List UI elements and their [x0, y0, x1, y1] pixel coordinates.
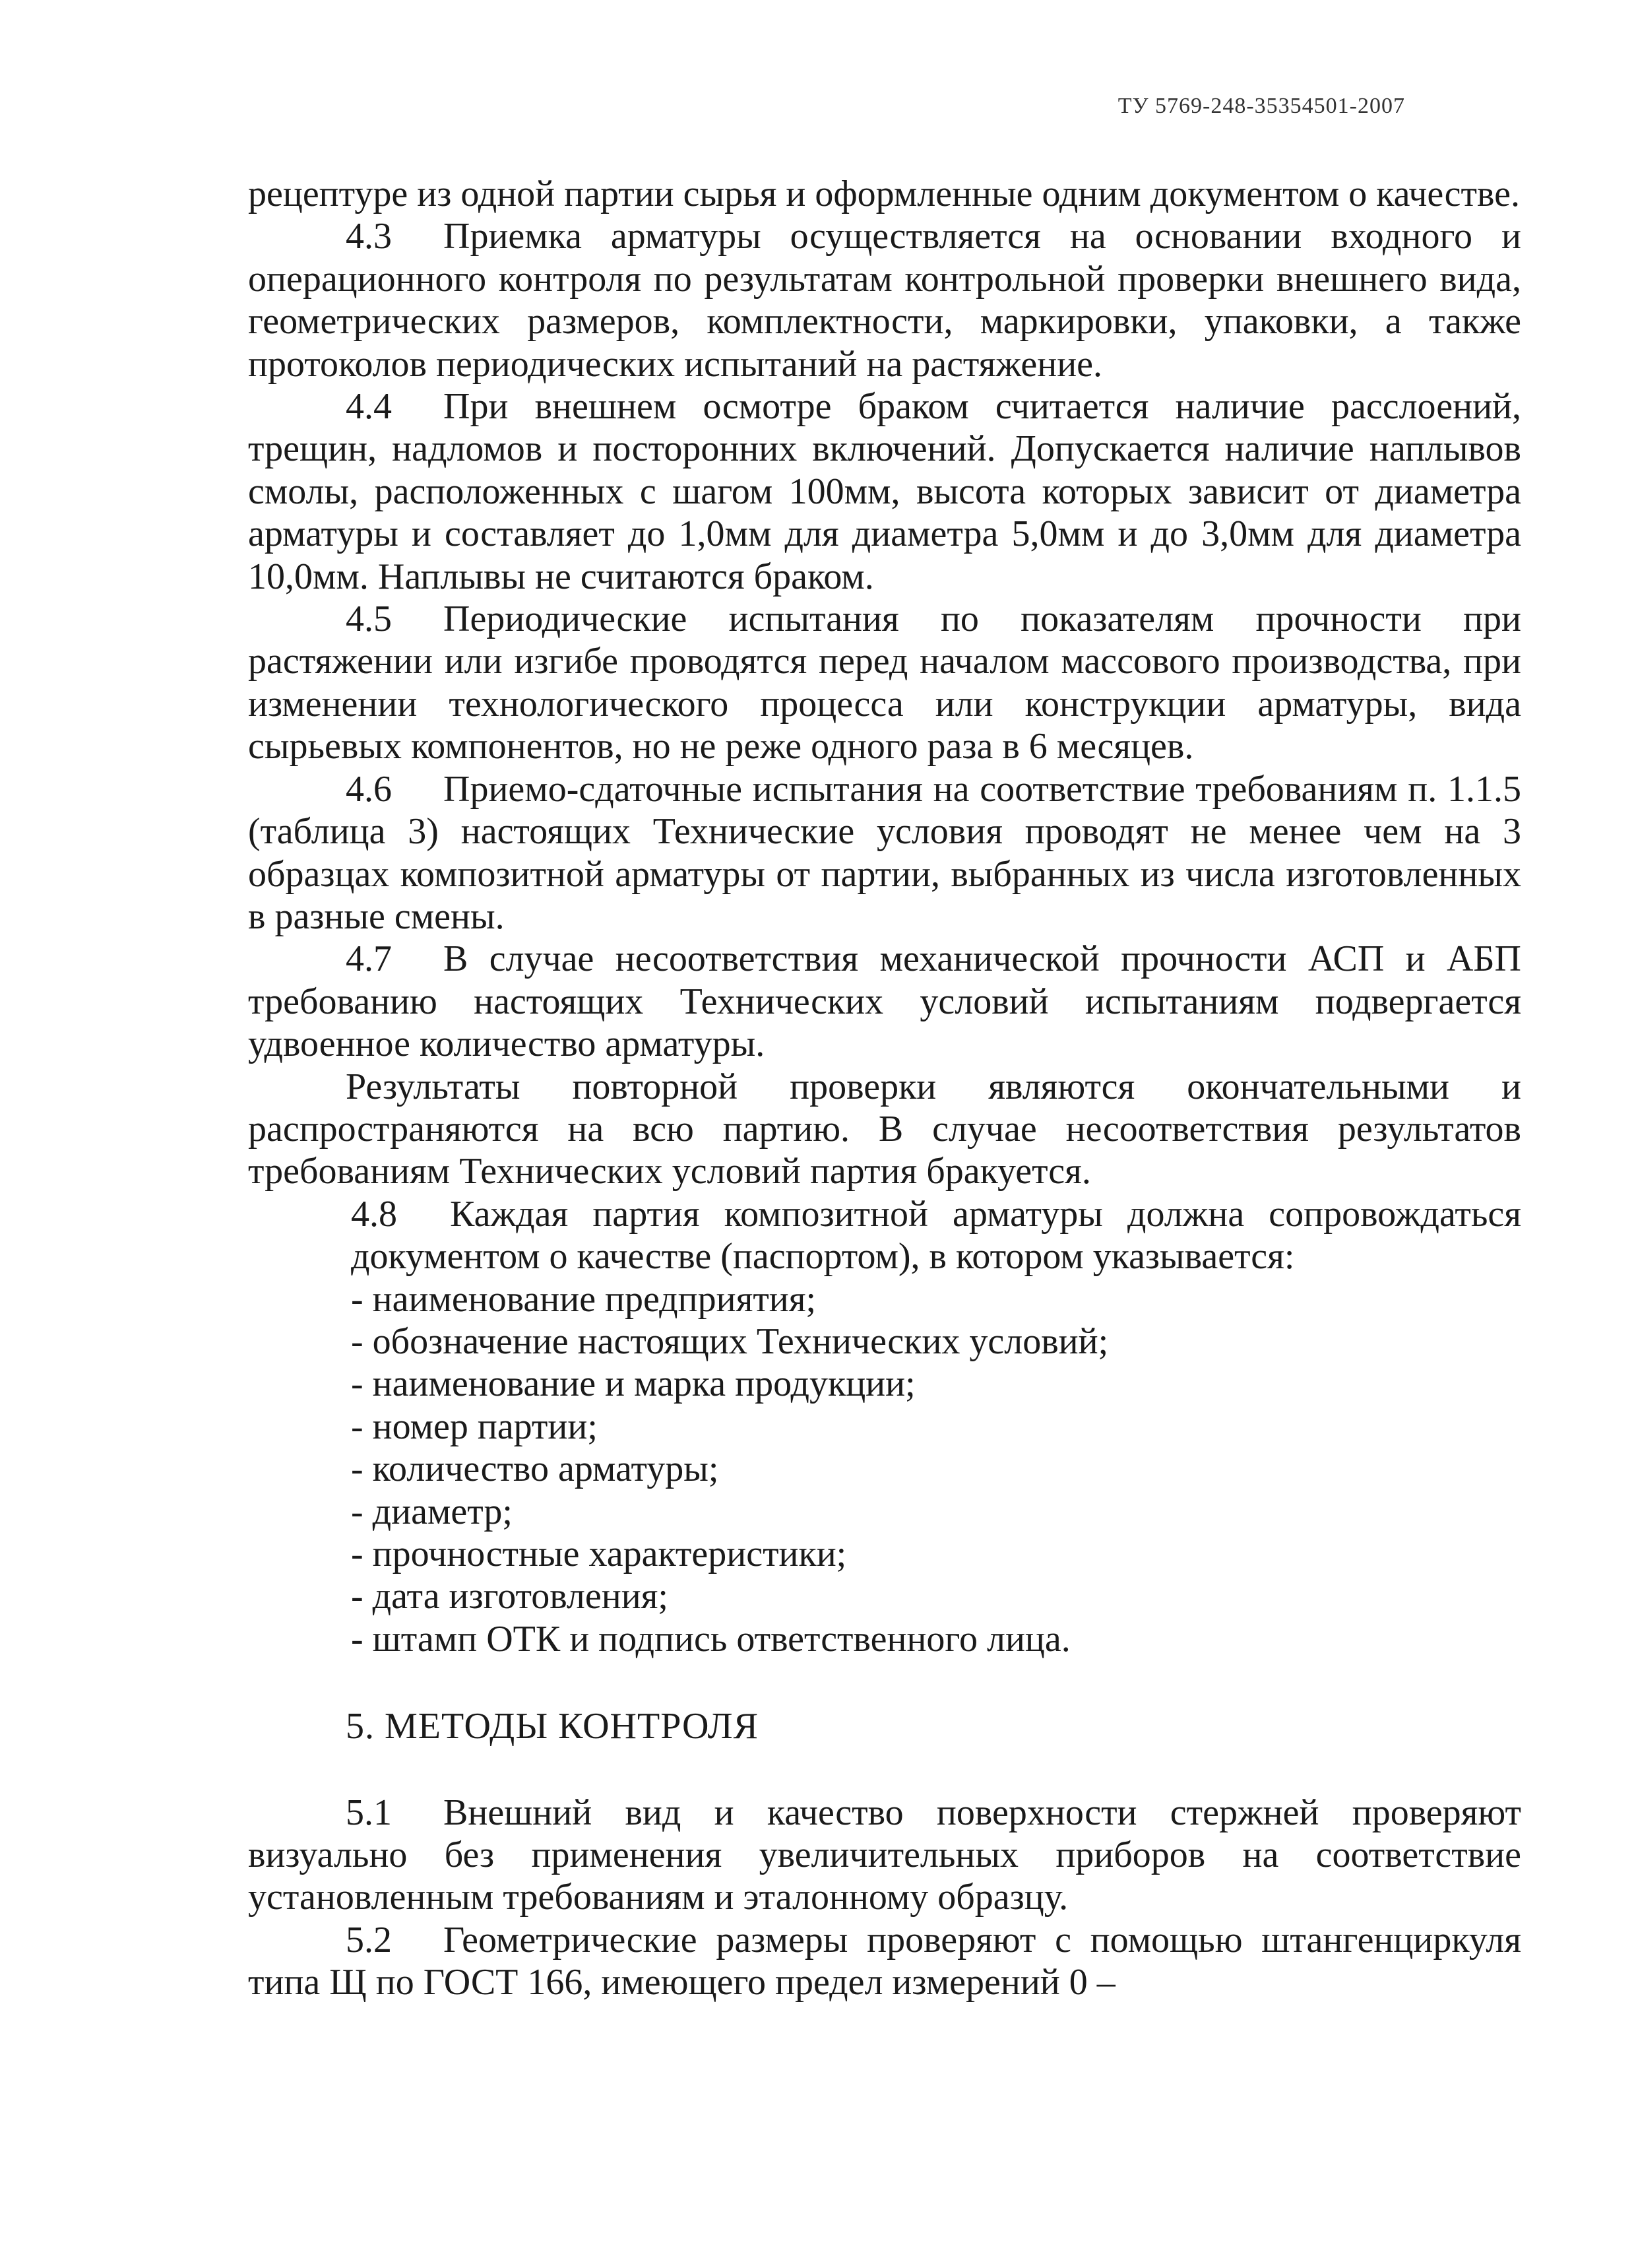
- passport-contents-list: [248, 1278, 1521, 1661]
- section-heading: 5. МЕТОДЫ КОНТРОЛЯ: [346, 1706, 759, 1747]
- list-item: - диаметр;: [351, 1491, 513, 1532]
- paragraph-4-7-results: Результаты повторной проверки являются окончательными и распространяются на всю партию. В случае несоответствия результатов требованиям Технических условий партия бракуется.: [248, 1066, 1521, 1192]
- clause-text: При внешнем осмотре браком считается наличие расслоений, трещин, надломов и посторонних включений. Допускается наличие наплывов смолы, расположенных с шагом 100мм, высота которых зависит от диаметра арматуры и составляет до 1,0мм для диаметра 5,0мм и до 3,0мм для диаметра 10,0мм. Наплывы не считаются браком.: [248, 386, 1521, 597]
- paragraph-4-8: [248, 1193, 1521, 1278]
- list-item: - количество арматуры;: [351, 1448, 719, 1490]
- clause-number: 4.5: [346, 599, 392, 640]
- clause-number: 5.1: [346, 1792, 392, 1833]
- clause-text: Приемо-сдаточные испытания на соответствие требованиям п. 1.1.5 (таблица 3) настоящих Технические условия проводят не менее чем на 3 образцах композитной арматуры от партии, выбранных из числа изготовленных в разные смены.: [248, 768, 1521, 937]
- clause-text: В случае несоответствия механической прочности АСП и АБП требованию настоящих Технических условий испытаниям подвергается удвоенное количество арматуры.: [248, 938, 1521, 1065]
- paragraph-4-5: [248, 598, 1521, 768]
- paragraph-5-1: [248, 1792, 1521, 1919]
- list-item: - дата изготовления;: [351, 1576, 668, 1617]
- list-item: - прочностные характеристики;: [351, 1534, 847, 1574]
- list-item: - обозначение настоящих Технических условий;: [351, 1320, 1109, 1362]
- list-item: - наименование и марка продукции;: [351, 1363, 916, 1405]
- paragraph-continuation: рецептуре из одной партии сырья и оформленные одним документом о качестве.: [248, 174, 1520, 214]
- list-item: - штамп ОТК и подпись ответственного лица.: [351, 1618, 1071, 1660]
- clause-text: Каждая партия композитной арматуры должна сопровождаться документом о качестве (паспортом), в котором указывается:: [351, 1193, 1521, 1278]
- document-code: ТУ 5769-248-35354501-2007: [1117, 94, 1405, 118]
- clause-number: 4.8: [351, 1193, 397, 1235]
- clause-text: Приемка арматуры осуществляется на основании входного и операционного контроля по результатам контрольной проверки внешнего вида, геометрических размеров, комплектности, маркировки, упаковки, а также протоколов периодических испытаний на растяжение.: [248, 216, 1521, 385]
- clause-text: Геометрические размеры проверяют с помощью штангенциркуля типа Щ по ГОСТ 166, имеющего предел измерений 0 –: [248, 1919, 1521, 2003]
- clause-number: 4.7: [346, 938, 392, 980]
- clause-number: 4.3: [346, 216, 392, 257]
- clause-number: 4.4: [346, 386, 392, 428]
- clause-text: Внешний вид и качество поверхности стержней проверяют визуально без применения увеличительных приборов на соответствие установленным требованиям и эталонному образцу.: [248, 1792, 1521, 1918]
- paragraph-4-4: [248, 385, 1521, 598]
- document-body: [248, 173, 1521, 2004]
- clause-number: 5.2: [346, 1919, 392, 1960]
- clause-number: 4.6: [346, 768, 392, 810]
- list-item: - наименование предприятия;: [351, 1278, 817, 1320]
- paragraph-4-7: [248, 938, 1521, 1065]
- list-item: - номер партии;: [351, 1406, 598, 1447]
- paragraph-5-2: [248, 1919, 1521, 2004]
- clause-text: Периодические испытания по показателям прочности при растяжении или изгибе проводятся перед началом массового производства, при изменении технологического процесса или конструкции арматуры, вида сырьевых компонентов, но не реже одного раза в 6 месяцев.: [248, 599, 1521, 767]
- paragraph-4-6: [248, 768, 1521, 938]
- paragraph-4-3: [248, 215, 1521, 385]
